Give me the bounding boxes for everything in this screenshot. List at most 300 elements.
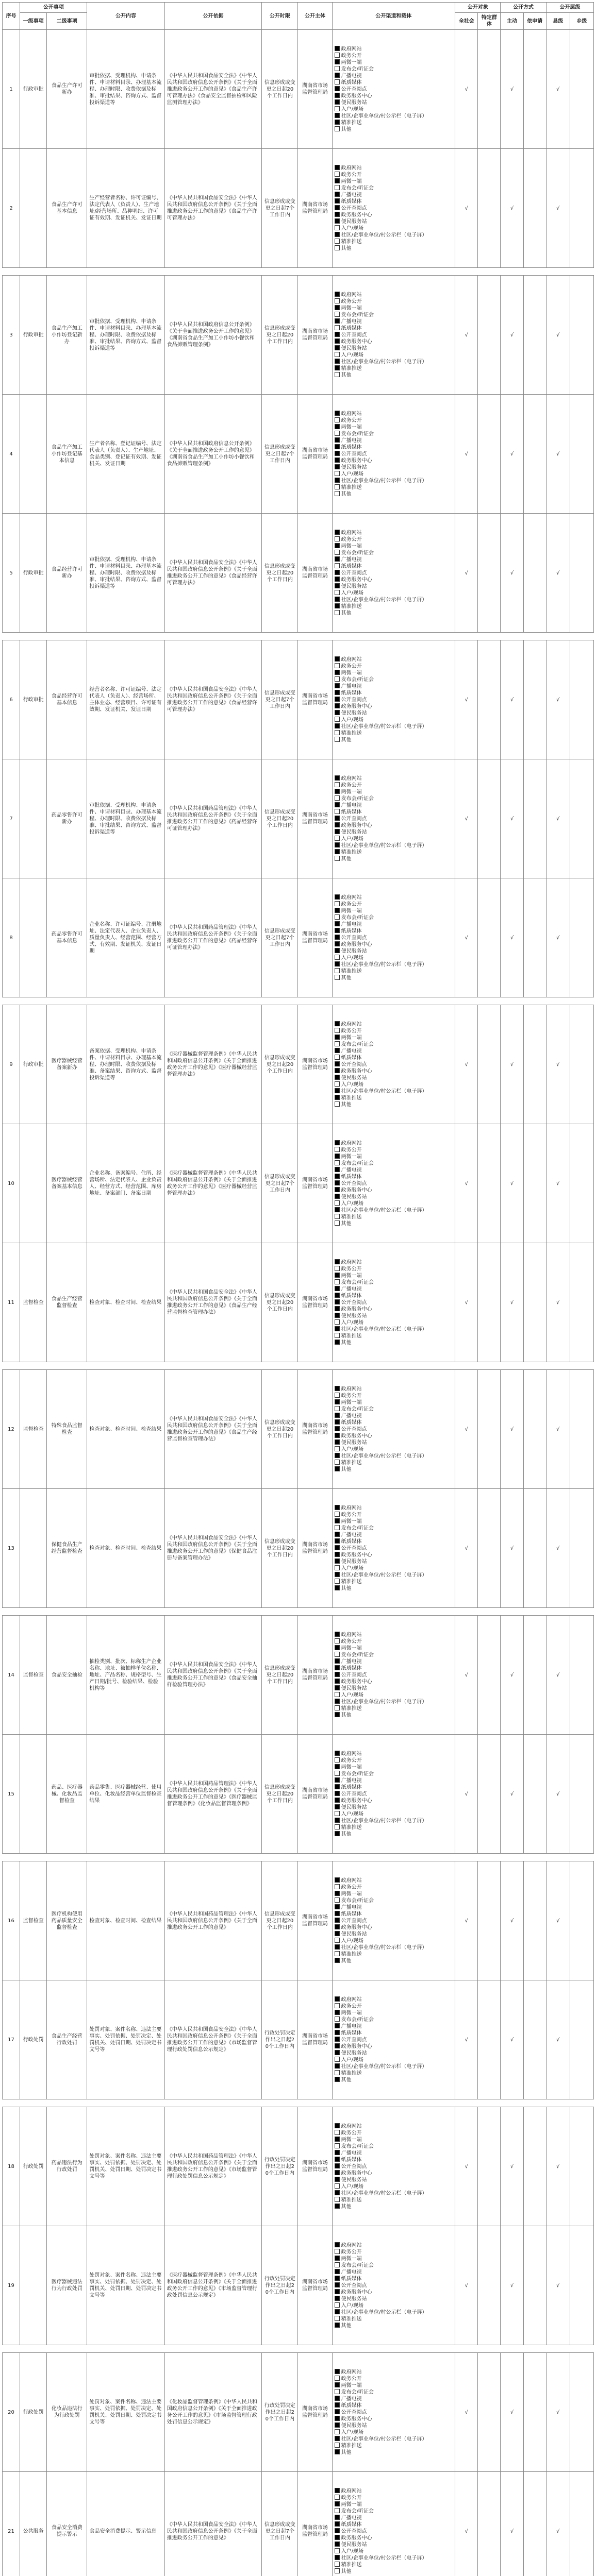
channel-label: 政务公开 <box>341 2495 362 2501</box>
channel-label: 纸质媒体 <box>341 79 362 86</box>
disclosure-standards-table <box>2 2 594 2576</box>
channel-label: 便民服务站 <box>341 1194 367 1200</box>
channel-label: 广播电视 <box>341 556 362 563</box>
row-content: 生产者名称、登记证编号、法定代表人（负责人）、生产地址、食品类别、登记证有效期、发证机关、发证日期 <box>87 395 164 514</box>
cell-specific <box>478 878 501 997</box>
channel-item <box>335 59 453 66</box>
channel-label: 广播电视 <box>341 437 362 444</box>
channel-item <box>335 218 453 225</box>
channel-item <box>335 1777 453 1784</box>
channel-item <box>335 1333 453 1340</box>
cell-specific <box>478 30 501 149</box>
cell-active: √ <box>501 1980 523 2099</box>
unchecked-box-icon <box>335 2316 340 2321</box>
cell-on-request <box>523 1370 546 1489</box>
channel-item <box>335 795 453 802</box>
channel-label: 政务公开 <box>341 1512 362 1518</box>
row-seq: 15 <box>3 1735 20 1854</box>
cell-on-request <box>523 759 546 878</box>
row-level1 <box>20 2226 47 2345</box>
channel-label: 两微一端 <box>341 1154 362 1160</box>
row-level1 <box>20 1489 47 1608</box>
channel-item <box>335 1798 453 1804</box>
checked-box-icon <box>335 1658 340 1664</box>
channel-label: 其他 <box>341 1466 352 1472</box>
checked-box-icon <box>335 2163 340 2168</box>
unchecked-box-icon <box>335 795 340 801</box>
channel-label: 政务公开 <box>341 417 362 423</box>
channel-label: 纸质媒体 <box>341 325 362 331</box>
channel-item <box>335 1048 453 1055</box>
row-channels <box>332 640 455 759</box>
checked-box-icon <box>335 1299 340 1304</box>
row-content: 审批依据、受理机构、申请条件、申请材料目录、办理基本流程、办理时限、收费依据及标准、审批结果、咨询方式、监督投诉渠道等 <box>87 759 164 878</box>
channel-label: 公开查阅点 <box>341 2282 367 2289</box>
row-seq: 19 <box>3 2226 20 2345</box>
channel-item <box>335 2030 453 2037</box>
channel-label: 社区/企事业单位/村公示栏（电子屏） <box>341 961 427 968</box>
channel-item <box>335 417 453 424</box>
unchecked-box-icon <box>335 2495 340 2500</box>
checked-box-icon <box>335 789 340 794</box>
channel-label: 公开查阅点 <box>341 935 367 941</box>
channel-item <box>335 1658 453 1665</box>
unchecked-box-icon <box>335 245 340 250</box>
channel-label: 政务公开 <box>341 1393 362 1399</box>
channel-item <box>335 697 453 703</box>
unchecked-box-icon <box>335 2376 340 2381</box>
channel-label: 发布会/听证会 <box>341 312 374 318</box>
channel-label: 政务公开 <box>341 298 362 304</box>
row-subject: 湖南省市场监督管理局 <box>298 1861 332 1980</box>
channel-label: 其他 <box>341 2323 352 2329</box>
row-level1: 行政审批 <box>20 30 47 149</box>
cell-on-request <box>523 30 546 149</box>
checked-box-icon <box>335 849 340 854</box>
channel-item <box>335 2449 453 2456</box>
row-content: 企业名称、备案编号、住所、经营场所、法定代表人、企业负责人、经营方式、经营范围、库房地址、备案部门、备案日期 <box>87 1124 164 1243</box>
channel-item <box>335 670 453 676</box>
row-level2: 药品零售许可基本信息 <box>47 878 87 997</box>
channel-item <box>335 198 453 205</box>
table-row <box>3 2472 594 2576</box>
header-level-group: 公开层级 <box>546 3 593 13</box>
channel-label: 精准推送 <box>341 2316 362 2322</box>
checked-box-icon <box>335 1545 340 1550</box>
row-seq: 1 <box>3 30 20 149</box>
unchecked-box-icon <box>335 2143 340 2148</box>
checked-box-icon <box>335 2528 340 2533</box>
unchecked-box-icon <box>335 126 340 131</box>
row-channels <box>332 878 455 997</box>
channel-label: 其他 <box>341 737 352 743</box>
channel-label: 政务公开 <box>341 1147 362 1153</box>
channel-item <box>335 2016 453 2023</box>
row-level1 <box>20 395 47 514</box>
table-row <box>3 759 594 878</box>
channel-item <box>335 1764 453 1771</box>
channel-label: 其他 <box>341 2077 352 2083</box>
channel-item <box>335 212 453 218</box>
checked-box-icon <box>335 2050 340 2055</box>
channel-label: 入户/现场 <box>341 352 363 358</box>
channel-item <box>335 53 453 59</box>
channel-item <box>335 1035 453 1041</box>
channel-label: 广播电视 <box>341 2515 362 2521</box>
cell-township <box>570 1370 593 1489</box>
channel-label: 精准推送 <box>341 730 362 736</box>
channel-item <box>335 1924 453 1931</box>
channel-item <box>335 2163 453 2170</box>
channel-label: 精准推送 <box>341 1333 362 1339</box>
channel-item <box>335 1101 453 1108</box>
channel-label: 政府网站 <box>341 46 362 52</box>
checked-box-icon <box>335 683 340 688</box>
channel-item <box>335 2548 453 2555</box>
unchecked-box-icon <box>335 2443 340 2448</box>
row-subject: 湖南省市场监督管理局 <box>298 30 332 149</box>
row-channels <box>332 759 455 878</box>
channel-label: 入户/现场 <box>341 1692 363 1698</box>
checked-box-icon <box>335 345 340 350</box>
channel-label: 政务服务中心 <box>341 457 372 464</box>
row-level1: 行政处罚 <box>20 2353 47 2472</box>
channel-label: 广播电视 <box>341 921 362 927</box>
checked-box-icon <box>335 73 340 78</box>
channel-item <box>335 411 453 417</box>
channel-label: 广播电视 <box>341 1777 362 1784</box>
channel-label: 发布会/听证会 <box>341 2143 374 2149</box>
cell-county: √ <box>546 395 570 514</box>
table-row <box>3 514 594 633</box>
checked-box-icon <box>335 697 340 702</box>
channel-item <box>335 856 453 862</box>
channel-item <box>335 2150 453 2157</box>
channel-item <box>335 1897 453 1904</box>
channel-item <box>335 1154 453 1160</box>
channel-label: 其他 <box>341 1831 352 1837</box>
channel-label: 便民服务站 <box>341 2050 367 2056</box>
channel-label: 公开查阅点 <box>341 451 367 457</box>
checked-box-icon <box>335 1180 340 1185</box>
row-content: 检查对象、检查时间、检查结果 <box>87 1861 164 1980</box>
channel-label: 便民服务站 <box>341 948 367 954</box>
channel-item <box>335 464 453 471</box>
channel-label: 两微一端 <box>341 1399 362 1405</box>
unchecked-box-icon <box>335 1446 340 1451</box>
cell-on-request <box>523 2472 546 2576</box>
channel-item <box>335 2376 453 2382</box>
channel-item <box>335 1632 453 1638</box>
row-seq: 13 <box>3 1489 20 1608</box>
row-subject: 湖南省市场监督管理局 <box>298 759 332 878</box>
section-gap <box>3 1608 594 1616</box>
channel-item <box>335 1585 453 1592</box>
channel-item <box>335 1200 453 1207</box>
header-matter-group: 公开事项 <box>20 3 87 13</box>
table-row <box>3 1489 594 1608</box>
channel-label: 发布会/听证会 <box>341 2016 374 2023</box>
cell-active: √ <box>501 1489 523 1608</box>
channel-label: 政务公开 <box>341 2376 362 2382</box>
checked-box-icon <box>335 1712 340 1717</box>
channel-item <box>335 570 453 577</box>
channel-item <box>335 1804 453 1811</box>
checked-box-icon <box>335 1665 340 1670</box>
checked-box-icon <box>335 1804 340 1809</box>
checked-box-icon <box>335 1831 340 1836</box>
unchecked-box-icon <box>335 185 340 190</box>
checked-box-icon <box>335 2535 340 2540</box>
checked-box-icon <box>335 1558 340 1564</box>
checked-box-icon <box>335 1326 340 1331</box>
channel-label: 政务公开 <box>341 1266 362 1272</box>
channel-item <box>335 2204 453 2210</box>
unchecked-box-icon <box>335 417 340 422</box>
channel-item <box>335 352 453 359</box>
channel-label: 入户/现场 <box>341 717 363 723</box>
checked-box-icon <box>335 577 340 582</box>
channel-label: 政务服务中心 <box>341 1187 372 1193</box>
cell-on-request <box>523 149 546 268</box>
checked-box-icon <box>335 2242 340 2247</box>
row-channels <box>332 276 455 395</box>
checked-box-icon <box>335 921 340 926</box>
channel-label: 两微一端 <box>341 1273 362 1279</box>
channel-item <box>335 1326 453 1333</box>
row-content: 经营者名称、许可证编号、法定代表人（负责人）、经营场所、主体业态、经营项目、许可证有效期、发证机关、发证日期 <box>87 640 164 759</box>
checked-box-icon <box>335 908 340 913</box>
row-level1 <box>20 878 47 997</box>
channel-label: 公开查阅点 <box>341 1426 367 1432</box>
channel-item <box>335 2170 453 2177</box>
unchecked-box-icon <box>335 484 340 489</box>
cell-specific <box>478 276 501 395</box>
channel-item <box>335 185 453 192</box>
row-level1: 行政审批 <box>20 1005 47 1124</box>
cell-active: √ <box>501 1735 523 1854</box>
channel-item <box>335 1439 453 1446</box>
row-time: 信息形成或变更之日起20个工作日内 <box>262 1243 298 1362</box>
channel-item <box>335 172 453 178</box>
channel-item <box>335 1160 453 1167</box>
cell-county: √ <box>546 30 570 149</box>
channel-label: 入户/现场 <box>341 1938 363 1944</box>
channel-item <box>335 86 453 93</box>
checked-box-icon <box>335 2541 340 2547</box>
header-level2: 二级事项 <box>47 13 87 30</box>
channel-label: 两微一端 <box>341 2501 362 2507</box>
checked-box-icon <box>335 2515 340 2520</box>
checked-box-icon <box>335 603 340 608</box>
channel-item <box>335 2562 453 2568</box>
channel-item <box>335 1306 453 1313</box>
channel-label: 政务公开 <box>341 782 362 788</box>
channel-item <box>335 192 453 198</box>
cell-all-society: √ <box>455 149 478 268</box>
row-level2: 食品生产许可基本信息 <box>47 149 87 268</box>
channel-label: 入户/现场 <box>341 1200 363 1207</box>
channel-label: 其他 <box>341 1221 352 1227</box>
cell-on-request <box>523 1005 546 1124</box>
channel-item <box>335 1652 453 1658</box>
channel-item <box>335 2535 453 2541</box>
channel-label: 公开查阅点 <box>341 332 367 338</box>
channel-label: 广播电视 <box>341 683 362 689</box>
channel-label: 便民服务站 <box>341 464 367 470</box>
unchecked-box-icon <box>335 737 340 742</box>
channel-item <box>335 345 453 352</box>
channel-label: 政府网站 <box>341 411 362 417</box>
channel-label: 政务公开 <box>341 1884 362 1890</box>
channel-label: 精准推送 <box>341 239 362 245</box>
channel-label: 便民服务站 <box>341 1075 367 1081</box>
row-subject: 湖南省市场监督管理局 <box>298 1980 332 2099</box>
checked-box-icon <box>335 1784 340 1789</box>
checked-box-icon <box>335 1453 340 1458</box>
row-level2: 食品生产经营行政处罚 <box>47 1980 87 2099</box>
cell-all-society: √ <box>455 2472 478 2576</box>
channel-label: 其他 <box>341 610 352 616</box>
checked-box-icon <box>335 1924 340 1929</box>
channel-item <box>335 106 453 113</box>
channel-item <box>335 292 453 298</box>
channel-item <box>335 2037 453 2043</box>
unchecked-box-icon <box>335 66 340 71</box>
checked-box-icon <box>335 1552 340 1557</box>
channel-label: 社区/企事业单位/村公示栏（电子屏） <box>341 2309 427 2315</box>
disclosure-table-wrapper <box>2 2 594 2576</box>
row-basis: 《医疗器械监督管理条例》《中华人民共和国政府信息公开条例》《关于全面推进政务公开工作的意见》《医疗器械经营监督管理办法》 <box>164 1005 261 1124</box>
channel-label: 入户/现场 <box>341 1446 363 1452</box>
channel-label: 纸质媒体 <box>341 444 362 450</box>
channel-label: 政府网站 <box>341 292 362 298</box>
channel-label: 便民服务站 <box>341 1685 367 1691</box>
row-subject: 湖南省市场监督管理局 <box>298 1616 332 1735</box>
channel-label: 入户/现场 <box>341 1811 363 1817</box>
checked-box-icon <box>335 1194 340 1199</box>
row-time: 信息形成或变更之日起20个工作日内 <box>262 30 298 149</box>
channel-label: 政府网站 <box>341 1021 362 1027</box>
channel-item <box>335 245 453 252</box>
channel-item <box>335 775 453 782</box>
channel-item <box>335 318 453 325</box>
row-basis: 《中华人民共和国食品安全法》《中华人民共和国政府信息公开条例》《关于全面推进政务公开工作的意见》《食品生产许可管理办法》《食品安全监督抽检和风险监测管理办法》 <box>164 30 261 149</box>
unchecked-box-icon <box>335 1266 340 1271</box>
unchecked-box-icon <box>335 2183 340 2189</box>
checked-box-icon <box>335 205 340 210</box>
row-time: 信息形成或变更之日起7个工作日内 <box>262 149 298 268</box>
cell-on-request <box>523 1861 546 1980</box>
channel-label: 广播电视 <box>341 1904 362 1910</box>
checked-box-icon <box>335 1187 340 1192</box>
checked-box-icon <box>335 1088 340 1093</box>
row-level2: 食品生产许可新办 <box>47 30 87 149</box>
unchecked-box-icon <box>335 312 340 317</box>
channel-item <box>335 703 453 710</box>
channel-label: 便民服务站 <box>341 2541 367 2548</box>
checked-box-icon <box>335 2269 340 2274</box>
channel-item <box>335 908 453 914</box>
channel-label: 两微一端 <box>341 178 362 184</box>
channel-item <box>335 955 453 961</box>
channel-item <box>335 2422 453 2429</box>
checked-box-icon <box>335 165 340 170</box>
channel-item <box>335 2501 453 2508</box>
checked-box-icon <box>335 1685 340 1690</box>
cell-all-society: √ <box>455 2353 478 2472</box>
cell-on-request <box>523 1735 546 1854</box>
channel-label: 其他 <box>341 491 352 497</box>
channel-item <box>335 550 453 556</box>
channel-label: 便民服务站 <box>341 1313 367 1319</box>
channel-item <box>335 1286 453 1293</box>
section-gap <box>3 997 594 1005</box>
channel-label: 政务服务中心 <box>341 2043 372 2049</box>
channel-label: 政务服务中心 <box>341 1433 372 1439</box>
channel-item <box>335 1055 453 1061</box>
channel-label: 便民服务站 <box>341 1804 367 1810</box>
channel-item <box>335 1266 453 1273</box>
row-subject: 湖南省市场监督管理局 <box>298 1124 332 1243</box>
channel-item <box>335 372 453 379</box>
checked-box-icon <box>335 928 340 933</box>
channel-label: 便民服务站 <box>341 99 367 106</box>
channel-item <box>335 1466 453 1473</box>
cell-active: √ <box>501 1243 523 1362</box>
channel-label: 发布会/听证会 <box>341 2262 374 2268</box>
channel-label: 两微一端 <box>341 59 362 65</box>
checked-box-icon <box>335 543 340 548</box>
row-level1: 行政处罚 <box>20 2107 47 2226</box>
channel-item <box>335 1419 453 1426</box>
row-channels <box>332 2226 455 2345</box>
row-basis: 《中华人民共和国政府信息公开条例》《关于全面推进政务公开工作的意见》《湖南省食品生产加工小作坊小餐饮和食品摊贩管理条例》 <box>164 276 261 395</box>
row-level1 <box>20 759 47 878</box>
table-header <box>3 3 594 30</box>
channel-label: 社区/企事业单位/村公示栏（电子屏） <box>341 1326 427 1332</box>
checked-box-icon <box>335 1532 340 1537</box>
channel-item <box>335 2242 453 2249</box>
channel-label: 政府网站 <box>341 530 362 536</box>
section-gap-cell <box>3 2345 594 2353</box>
table-row <box>3 395 594 514</box>
cell-on-request <box>523 1980 546 2099</box>
channel-item <box>335 583 453 590</box>
channel-label: 公开查阅点 <box>341 86 367 92</box>
cell-active: √ <box>501 878 523 997</box>
channel-label: 精准推送 <box>341 1951 362 1957</box>
cell-township <box>570 514 593 633</box>
row-channels <box>332 149 455 268</box>
channel-label: 纸质媒体 <box>341 2521 362 2528</box>
row-subject: 湖南省市场监督管理局 <box>298 1243 332 1362</box>
channel-item <box>335 822 453 829</box>
channel-item <box>335 2495 453 2501</box>
table-row <box>3 276 594 395</box>
row-seq: 17 <box>3 1980 20 2099</box>
channel-label: 社区/企事业单位/村公示栏（电子屏） <box>341 1944 427 1951</box>
unchecked-box-icon <box>335 298 340 303</box>
channel-item <box>335 901 453 908</box>
channel-label: 广播电视 <box>341 1413 362 1419</box>
channel-label: 发布会/听证会 <box>341 1406 374 1412</box>
checked-box-icon <box>335 1777 340 1783</box>
channel-label: 两微一端 <box>341 2137 362 2143</box>
checked-box-icon <box>335 1751 340 1756</box>
cell-township <box>570 1489 593 1608</box>
row-time: 行政处罚决定作出之日起20个工作日内 <box>262 2107 298 2226</box>
